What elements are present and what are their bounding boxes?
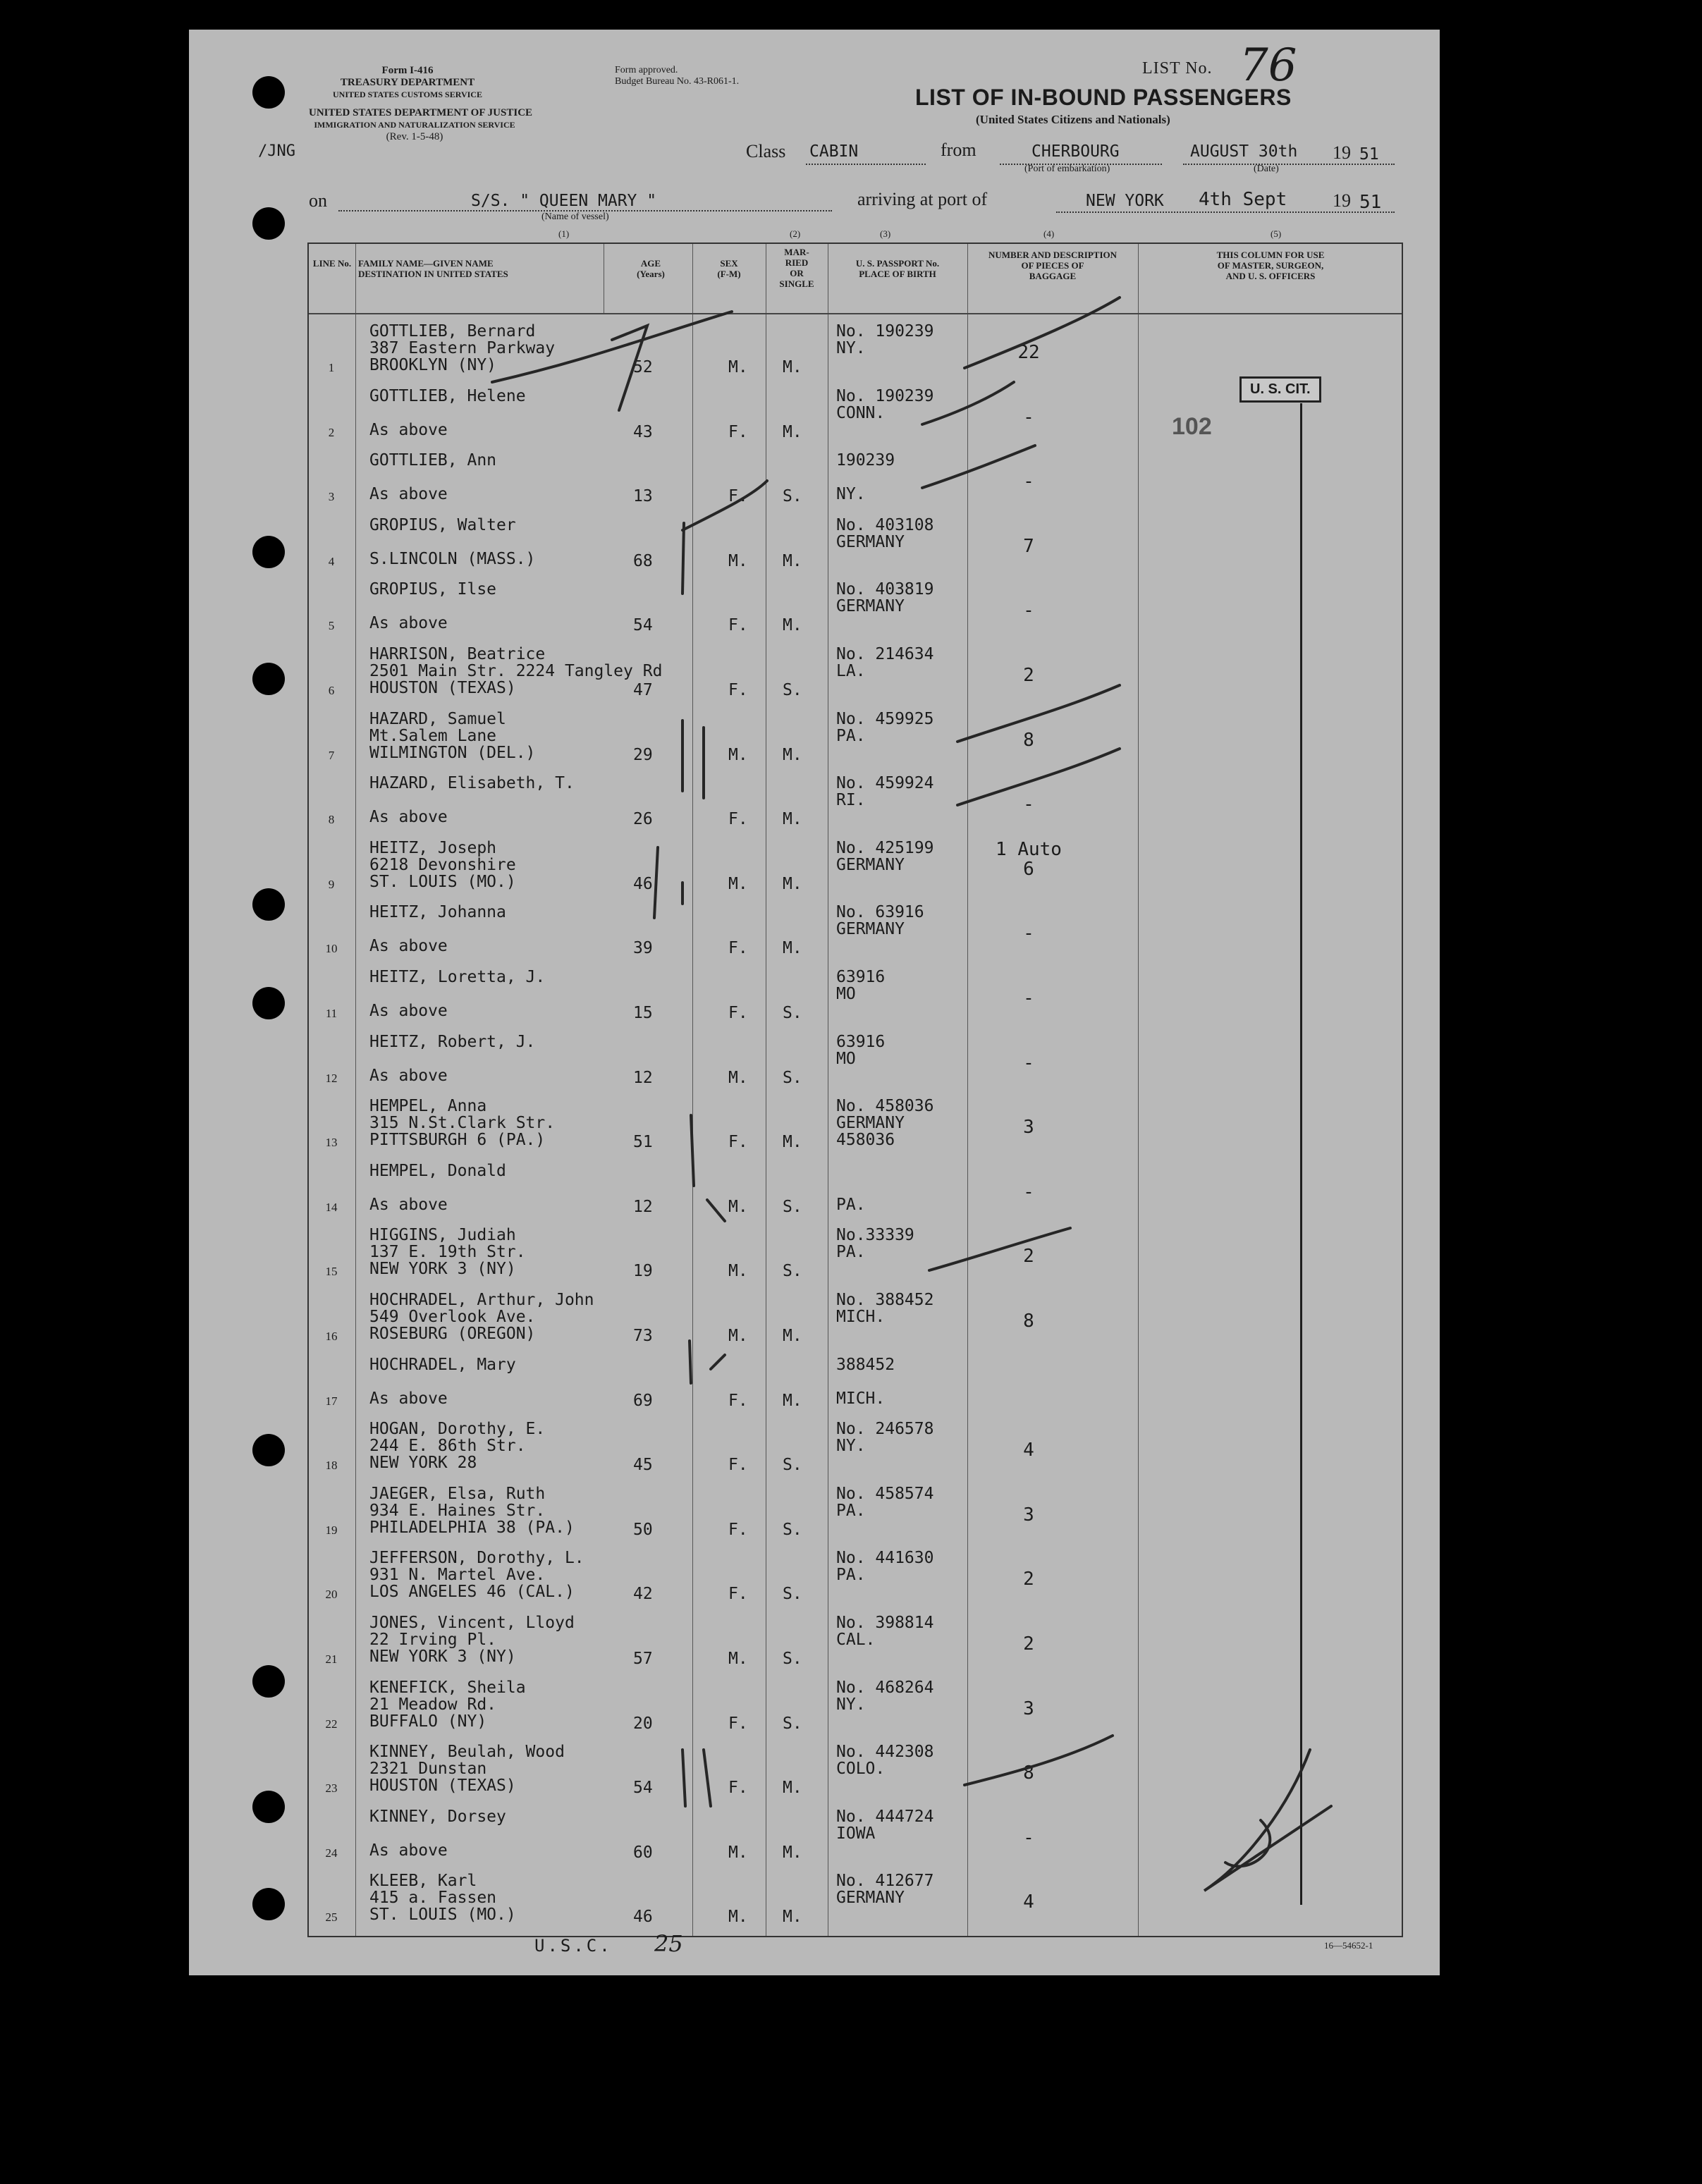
passenger-sex: M. bbox=[728, 358, 748, 376]
passenger-sex: M. bbox=[728, 874, 748, 893]
passport-birthplace: No. 458036 GERMANY 458036 bbox=[836, 1097, 934, 1150]
line-number: 12 bbox=[325, 1071, 338, 1085]
baggage-count: - bbox=[1023, 1827, 1034, 1848]
passenger-age: 12 bbox=[633, 1197, 653, 1216]
passenger-sex: F. bbox=[728, 681, 748, 699]
line-number: 7 bbox=[328, 748, 335, 762]
initial-mark bbox=[654, 847, 682, 918]
passenger-sex: F. bbox=[728, 939, 748, 958]
baggage-count: - bbox=[1023, 988, 1034, 1009]
passenger-sex: M. bbox=[728, 1327, 748, 1345]
passport-birthplace: No. 468264 NY. bbox=[836, 1678, 934, 1714]
col-number-2: (2) bbox=[790, 228, 801, 239]
marital-status: M. bbox=[783, 1843, 802, 1862]
baggage-count: 2 bbox=[1023, 1246, 1034, 1268]
line-number: 19 bbox=[325, 1523, 338, 1537]
departure-year: 51 bbox=[1359, 145, 1379, 164]
passenger-age: 46 bbox=[633, 874, 653, 893]
marital-status: M. bbox=[783, 1779, 802, 1798]
marital-status: S. bbox=[783, 681, 802, 699]
passenger-age: 29 bbox=[633, 745, 653, 764]
passenger-age: 46 bbox=[633, 1908, 653, 1927]
passport-birthplace: No. 444724 IOWA bbox=[836, 1807, 934, 1843]
page-title: LIST OF IN-BOUND PASSENGERS bbox=[915, 85, 1292, 110]
line-number: 21 bbox=[325, 1652, 338, 1666]
from-label: from bbox=[941, 140, 976, 160]
line-number: 24 bbox=[325, 1846, 338, 1860]
initial-mark bbox=[612, 326, 647, 410]
passenger-age: 51 bbox=[633, 1133, 653, 1152]
colhead-married: MAR- RIED OR SINGLE bbox=[779, 247, 814, 289]
colhead-sex: SEX (F-M) bbox=[717, 258, 741, 279]
passport-birthplace: PA. bbox=[836, 1195, 866, 1214]
baggage-count: 4 bbox=[1023, 1891, 1034, 1913]
passenger-sex: F. bbox=[728, 1391, 748, 1410]
passport-birthplace: No. 190239 NY. bbox=[836, 322, 934, 357]
line-number: 1 bbox=[328, 361, 335, 374]
us-citizen-stamp: U. S. CIT. bbox=[1239, 376, 1321, 403]
from-value: CHERBOURG bbox=[1031, 142, 1120, 161]
class-label: Class bbox=[746, 141, 786, 161]
passenger-sex: F. bbox=[728, 1714, 748, 1733]
line-number: 20 bbox=[325, 1588, 338, 1602]
line-number: 23 bbox=[325, 1781, 338, 1796]
line-number: 16 bbox=[325, 1330, 338, 1343]
marital-status: M. bbox=[783, 939, 802, 958]
budget-bureau: Budget Bureau No. 43-R061-1. bbox=[615, 76, 740, 87]
arrival-year: 51 bbox=[1359, 192, 1382, 213]
marital-status: M. bbox=[783, 1133, 802, 1152]
passenger-name-destination: GROPIUS, Walter S.LINCOLN (MASS.) bbox=[369, 515, 536, 568]
colhead-name: FAMILY NAME—GIVEN NAME DESTINATION IN UNITED STATES bbox=[358, 258, 508, 279]
marital-status: M. bbox=[783, 422, 802, 441]
marital-status: M. bbox=[783, 1327, 802, 1345]
passenger-name-destination: JEFFERSON, Dorothy, L. 931 N. Martel Ave. LOS ANGELES 46 (CAL.) bbox=[369, 1549, 584, 1602]
passenger-name-destination: GROPIUS, Ilse As above bbox=[369, 580, 497, 633]
arriving-label: arriving at port of bbox=[857, 189, 988, 209]
line-number: 15 bbox=[325, 1265, 338, 1279]
passport-birthplace: 63916 MO bbox=[836, 1032, 886, 1068]
port-caption: (Port of embarkation) bbox=[1024, 164, 1110, 174]
passenger-age: 54 bbox=[633, 1779, 653, 1798]
passenger-name-destination: KLEEB, Karl 415 a. Fassen ST. LOUIS (MO.) bbox=[369, 1872, 516, 1925]
passenger-sex: M. bbox=[728, 1262, 748, 1281]
check-mark bbox=[957, 749, 1120, 805]
baggage-count: 2 bbox=[1023, 1569, 1034, 1590]
passenger-name-destination: KINNEY, Dorsey As above bbox=[369, 1807, 506, 1860]
departure-year-prefix: 19 bbox=[1333, 142, 1351, 163]
passenger-age: 12 bbox=[633, 1068, 653, 1087]
passport-birthplace: No. 441630 PA. bbox=[836, 1549, 934, 1585]
passenger-name-destination: GOTTLIEB, Bernard 387 Eastern Parkway BROOKLYN (NY) bbox=[369, 322, 556, 374]
line-number: 14 bbox=[325, 1200, 338, 1214]
passenger-sex: F. bbox=[728, 1585, 748, 1604]
passenger-name-destination: HEITZ, Johanna As above bbox=[369, 903, 506, 956]
baggage-count: - bbox=[1023, 471, 1034, 493]
passenger-age: 15 bbox=[633, 1004, 653, 1022]
check-mark bbox=[965, 1736, 1113, 1785]
baggage-count: - bbox=[1023, 1181, 1034, 1203]
marital-status: M. bbox=[783, 358, 802, 376]
marital-status: S. bbox=[783, 1004, 802, 1022]
check-mark bbox=[682, 481, 767, 530]
usc-count: 25 bbox=[654, 1930, 683, 1957]
marital-status: M. bbox=[783, 1908, 802, 1927]
colhead-passport: U. S. PASSPORT No. PLACE OF BIRTH bbox=[855, 258, 940, 279]
class-value: CABIN bbox=[809, 142, 859, 161]
form-number: Form I-416 bbox=[381, 65, 434, 76]
initial-mark bbox=[682, 1750, 711, 1806]
on-label: on bbox=[309, 190, 327, 211]
ins-service: IMMIGRATION AND NATURALIZATION SERVICE bbox=[314, 120, 515, 130]
passport-birthplace: No. 412677 GERMANY bbox=[836, 1872, 934, 1908]
passenger-name-destination: KENEFICK, Sheila 21 Meadow Rd. BUFFALO (NY) bbox=[369, 1678, 526, 1731]
list-no-label: LIST No. bbox=[1142, 59, 1213, 78]
vessel-name: S/S. " QUEEN MARY " bbox=[471, 192, 657, 210]
baggage-count: - bbox=[1023, 1052, 1034, 1074]
arrival-year-prefix: 19 bbox=[1333, 190, 1351, 211]
marital-status: S. bbox=[783, 1262, 802, 1281]
colhead-baggage: NUMBER AND DESCRIPTION OF PIECES OF BAGGAGE bbox=[988, 250, 1118, 281]
passport-birthplace: No.33339 PA. bbox=[836, 1226, 914, 1262]
passport-birthplace: No. 459924 RI. bbox=[836, 774, 934, 810]
officer-signature bbox=[1204, 1750, 1331, 1891]
baggage-count: 2 bbox=[1023, 665, 1034, 686]
passenger-age: 52 bbox=[633, 358, 653, 376]
passport-birthplace: No. 398814 CAL. bbox=[836, 1614, 934, 1649]
passport-birthplace: No. 442308 COLO. bbox=[836, 1743, 934, 1779]
passenger-sex: F. bbox=[728, 1456, 748, 1475]
manifest-sheet bbox=[189, 30, 1440, 1975]
marital-status: S. bbox=[783, 1456, 802, 1475]
passenger-name-destination: HEMPEL, Anna 315 N.St.Clark Str. PITTSBURGH 6 (PA.) bbox=[369, 1097, 556, 1150]
passenger-age: 57 bbox=[633, 1650, 653, 1668]
baggage-count: 1 Auto 6 bbox=[996, 838, 1062, 880]
line-number: 25 bbox=[325, 1910, 338, 1925]
colhead-officers: THIS COLUMN FOR USE OF MASTER, SURGEON, AND U. S. OFFICERS bbox=[1216, 250, 1325, 281]
passport-birthplace: No. 214634 LA. bbox=[836, 645, 934, 680]
customs-service: UNITED STATES CUSTOMS SERVICE bbox=[333, 90, 482, 99]
passport-birthplace: 63916 MO bbox=[836, 968, 886, 1003]
col-number-3: (3) bbox=[880, 228, 891, 239]
initial-mark bbox=[682, 720, 704, 798]
passenger-sex: F. bbox=[728, 616, 748, 635]
passenger-name-destination: HARRISON, Beatrice 2501 Main Str. 2224 Tangley Rd HOUSTON (TEXAS) bbox=[369, 645, 663, 697]
baggage-count: 4 bbox=[1023, 1440, 1034, 1461]
passenger-age: 43 bbox=[633, 422, 653, 441]
check-mark bbox=[965, 297, 1120, 368]
arrival-port: NEW YORK bbox=[1086, 192, 1164, 210]
passport-birthplace: No. 403108 GERMANY bbox=[836, 515, 934, 551]
passport-birthplace: No. 459925 PA. bbox=[836, 709, 934, 745]
passenger-age: 45 bbox=[633, 1456, 653, 1475]
passport-birthplace: No. 246578 NY. bbox=[836, 1420, 934, 1456]
marital-status: S. bbox=[783, 1197, 802, 1216]
departure-date: AUGUST 30th bbox=[1190, 142, 1298, 161]
passenger-name-destination: GOTTLIEB, Helene As above bbox=[369, 386, 526, 439]
passenger-age: 69 bbox=[633, 1391, 653, 1410]
check-mark bbox=[929, 1228, 1070, 1270]
date-caption: (Date) bbox=[1254, 164, 1279, 174]
initial-mark bbox=[690, 1341, 725, 1383]
passenger-sex: M. bbox=[728, 1908, 748, 1927]
passenger-sex: F. bbox=[728, 487, 748, 506]
passenger-age: 60 bbox=[633, 1843, 653, 1862]
baggage-count: - bbox=[1023, 600, 1034, 622]
marital-status: M. bbox=[783, 745, 802, 764]
passenger-sex: M. bbox=[728, 1843, 748, 1862]
passenger-sex: M. bbox=[728, 551, 748, 570]
passenger-name-destination: HOCHRADEL, Mary As above bbox=[369, 1355, 516, 1408]
passenger-age: 54 bbox=[633, 616, 653, 635]
passenger-age: 47 bbox=[633, 681, 653, 699]
initial-mark bbox=[682, 523, 684, 594]
line-number: 4 bbox=[328, 554, 335, 568]
passport-birthplace: No. 425199 GERMANY bbox=[836, 838, 934, 874]
passenger-name-destination: HEITZ, Joseph 6218 Devonshire ST. LOUIS (MO.) bbox=[369, 838, 516, 891]
marital-status: M. bbox=[783, 1391, 802, 1410]
passenger-age: 68 bbox=[633, 551, 653, 570]
marital-status: S. bbox=[783, 1068, 802, 1087]
baggage-count: 8 bbox=[1023, 1762, 1034, 1784]
line-number: 9 bbox=[328, 877, 335, 891]
passenger-sex: F. bbox=[728, 1779, 748, 1798]
colhead-line: LINE No. bbox=[312, 258, 352, 269]
passenger-name-destination: JONES, Vincent, Lloyd 22 Irving Pl. NEW YORK 3 (NY) bbox=[369, 1614, 575, 1666]
baggage-count: 3 bbox=[1023, 1117, 1034, 1139]
stamp-number: 102 bbox=[1172, 413, 1212, 440]
marital-status: M. bbox=[783, 616, 802, 635]
marital-status: S. bbox=[783, 1585, 802, 1604]
passenger-age: 19 bbox=[633, 1262, 653, 1281]
marital-status: S. bbox=[783, 1520, 802, 1539]
passenger-name-destination: HIGGINS, Judiah 137 E. 19th Str. NEW YORK 3 (NY) bbox=[369, 1226, 526, 1279]
passenger-sex: F. bbox=[728, 422, 748, 441]
passport-birthplace: No. 190239 CONN. bbox=[836, 386, 934, 422]
passport-birthplace: No. 388452 MICH. bbox=[836, 1291, 934, 1326]
line-number: 22 bbox=[325, 1717, 338, 1731]
baggage-count: - bbox=[1023, 406, 1034, 428]
line-number: 11 bbox=[325, 1007, 338, 1020]
passenger-name-destination: HEITZ, Loretta, J. As above bbox=[369, 968, 546, 1020]
passenger-name-destination: GOTTLIEB, Ann As above bbox=[369, 451, 497, 504]
passport-birthplace: 388452 MICH. bbox=[836, 1355, 895, 1408]
passenger-age: 13 bbox=[633, 487, 653, 506]
check-mark bbox=[957, 685, 1120, 742]
check-mark bbox=[922, 446, 1035, 488]
colhead-age: AGE (Years) bbox=[637, 258, 665, 279]
vessel-caption: (Name of vessel) bbox=[541, 211, 609, 222]
passenger-sex: M. bbox=[728, 745, 748, 764]
line-number: 6 bbox=[328, 684, 335, 697]
line-number: 3 bbox=[328, 490, 335, 504]
marital-status: M. bbox=[783, 810, 802, 829]
passenger-name-destination: KINNEY, Beulah, Wood 2321 Dunstan HOUSTON (TEXAS) bbox=[369, 1743, 565, 1796]
baggage-count: 3 bbox=[1023, 1698, 1034, 1719]
baggage-count: 7 bbox=[1023, 535, 1034, 557]
usc-label: U.S.C. bbox=[534, 1936, 613, 1956]
arrival-date: 4th Sept bbox=[1199, 189, 1287, 210]
passenger-sex: F. bbox=[728, 1004, 748, 1022]
passenger-name-destination: HOCHRADEL, Arthur, John 549 Overlook Ave. ROSEBURG (OREGON) bbox=[369, 1291, 594, 1343]
passenger-name-destination: HOGAN, Dorothy, E. 244 E. 86th Str. NEW YORK 28 bbox=[369, 1420, 546, 1473]
passenger-age: 20 bbox=[633, 1714, 653, 1733]
passenger-sex: M. bbox=[728, 1068, 748, 1087]
col-number-5: (5) bbox=[1271, 228, 1282, 239]
passenger-name-destination: HAZARD, Elisabeth, T. As above bbox=[369, 774, 575, 827]
passenger-name-destination: HEITZ, Robert, J. As above bbox=[369, 1032, 536, 1085]
baggage-count: - bbox=[1023, 923, 1034, 945]
passenger-name-destination: HAZARD, Samuel Mt.Salem Lane WILMINGTON (DEL.) bbox=[369, 709, 536, 762]
baggage-count: 2 bbox=[1023, 1633, 1034, 1655]
passenger-sex: F. bbox=[728, 1520, 748, 1539]
baggage-count: 22 bbox=[1017, 342, 1040, 363]
line-number: 17 bbox=[325, 1394, 338, 1408]
marital-status: S. bbox=[783, 1650, 802, 1668]
baggage-count: 3 bbox=[1023, 1504, 1034, 1526]
clerk-code: /JNG bbox=[258, 142, 295, 160]
page-subtitle: (United States Citizens and Nationals) bbox=[976, 113, 1170, 126]
marital-status: S. bbox=[783, 487, 802, 506]
handwritten-checkmarks bbox=[189, 30, 1440, 1975]
line-number: 18 bbox=[325, 1459, 338, 1473]
line-number: 10 bbox=[325, 942, 338, 956]
revision: (Rev. 1-5-48) bbox=[386, 131, 443, 142]
marital-status: S. bbox=[783, 1714, 802, 1733]
passport-birthplace: 190239 NY. bbox=[836, 451, 895, 504]
treasury-department: TREASURY DEPARTMENT bbox=[340, 77, 475, 88]
passenger-sex: M. bbox=[728, 1650, 748, 1668]
passport-birthplace: No. 63916 GERMANY bbox=[836, 903, 924, 939]
passenger-name-destination: HEMPEL, Donald As above bbox=[369, 1161, 506, 1214]
baggage-count: - bbox=[1023, 794, 1034, 816]
justice-department: UNITED STATES DEPARTMENT OF JUSTICE bbox=[309, 107, 533, 118]
form-approved: Form approved. bbox=[615, 65, 678, 75]
marital-status: M. bbox=[783, 551, 802, 570]
passenger-sex: M. bbox=[728, 1197, 748, 1216]
col-number-4: (4) bbox=[1043, 228, 1055, 239]
initial-mark bbox=[691, 1115, 725, 1221]
marital-status: M. bbox=[783, 874, 802, 893]
check-mark bbox=[922, 382, 1014, 424]
passenger-age: 50 bbox=[633, 1520, 653, 1539]
passport-birthplace: No. 403819 GERMANY bbox=[836, 580, 934, 616]
form-code: 16—54652-1 bbox=[1324, 1940, 1373, 1951]
passenger-sex: F. bbox=[728, 1133, 748, 1152]
passenger-age: 26 bbox=[633, 810, 653, 829]
passport-birthplace: No. 458574 PA. bbox=[836, 1484, 934, 1520]
col-number-1: (1) bbox=[558, 228, 570, 239]
line-number: 13 bbox=[325, 1136, 338, 1150]
passenger-name-destination: JAEGER, Elsa, Ruth 934 E. Haines Str. PHILADELPHIA 38 (PA.) bbox=[369, 1484, 575, 1537]
passenger-sex: F. bbox=[728, 810, 748, 829]
line-number: 8 bbox=[328, 813, 335, 827]
baggage-count: 8 bbox=[1023, 1311, 1034, 1332]
passenger-age: 39 bbox=[633, 939, 653, 958]
check-mark bbox=[492, 312, 732, 382]
passenger-age: 42 bbox=[633, 1585, 653, 1604]
baggage-count: 8 bbox=[1023, 729, 1034, 751]
passenger-age: 73 bbox=[633, 1327, 653, 1345]
line-number: 5 bbox=[328, 619, 335, 633]
line-number: 2 bbox=[328, 425, 335, 439]
list-no-value: 76 bbox=[1239, 39, 1297, 92]
